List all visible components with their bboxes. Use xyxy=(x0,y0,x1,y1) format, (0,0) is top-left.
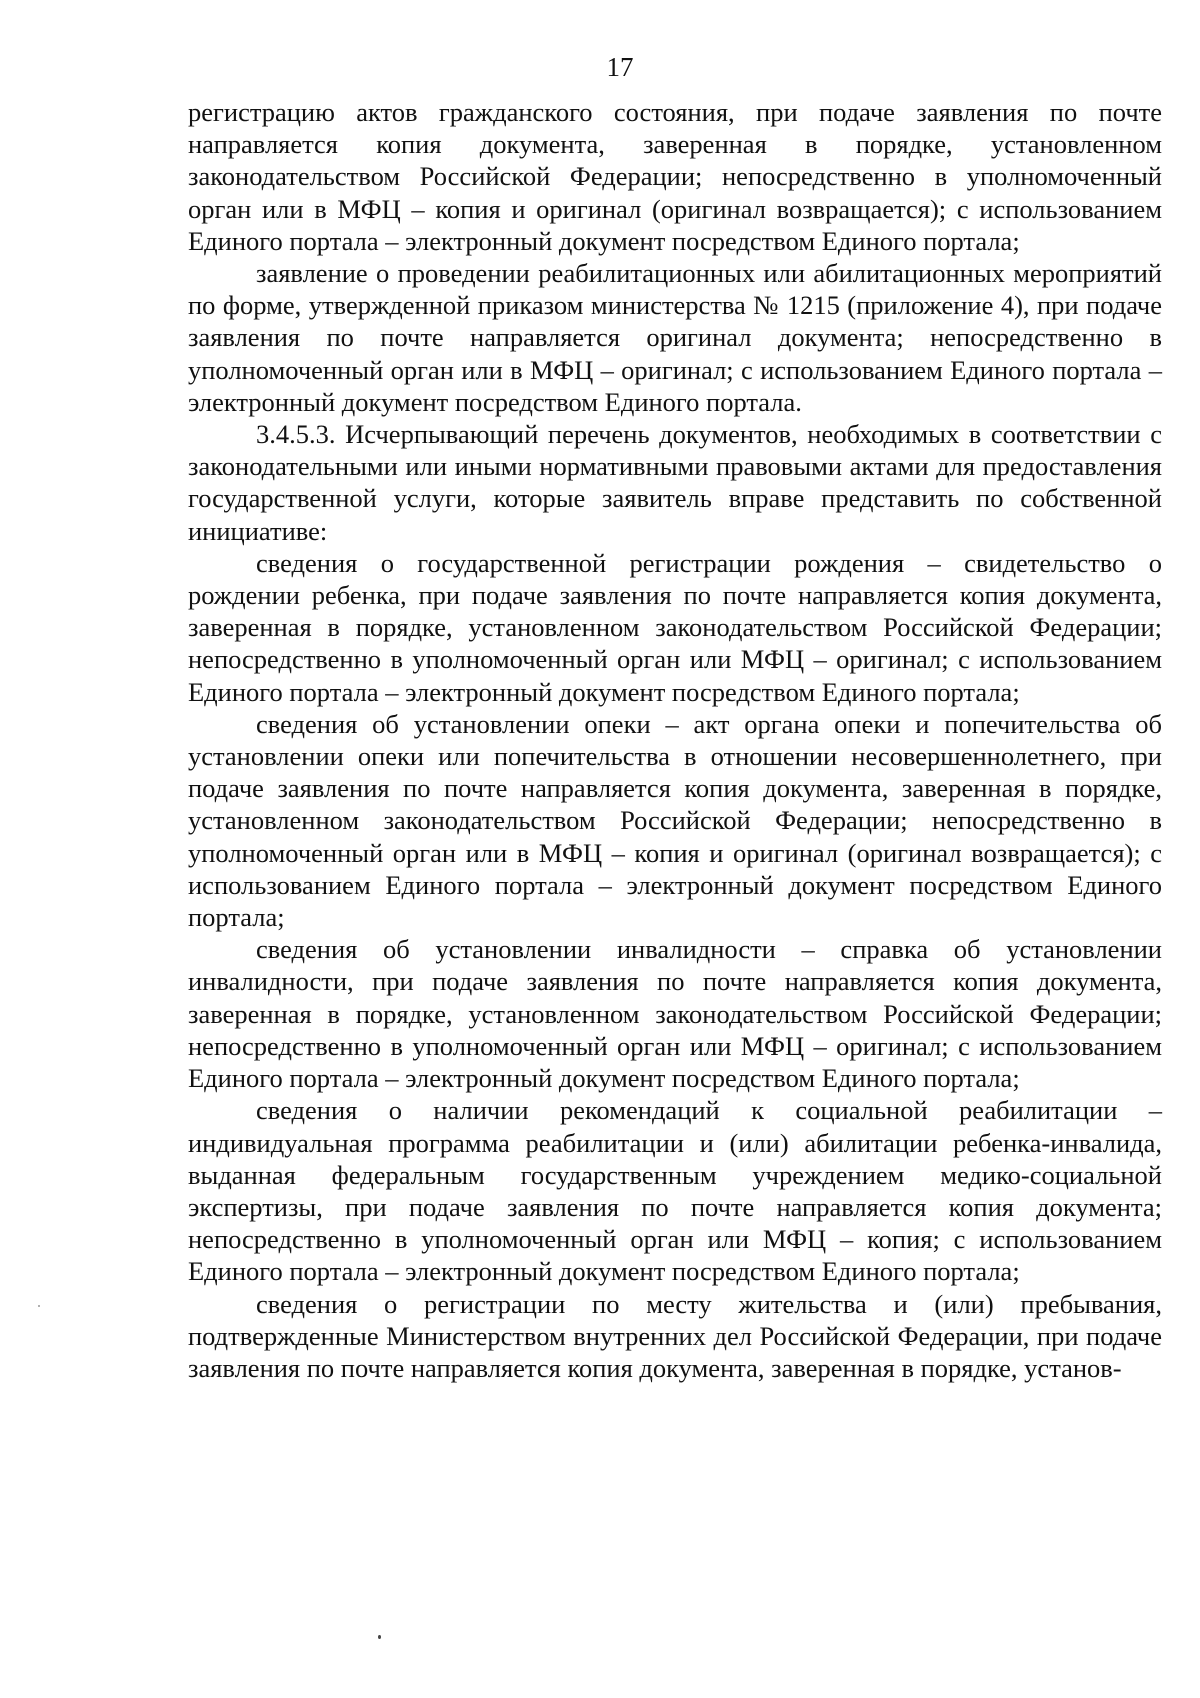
paragraph-1: регистрацию актов гражданского состояния, при подаче заявления по почте направляется копия документа, заверенная в порядке, установленном законодательством Российской Федерации; непосредственно в уполномоченный орган или в МФЦ – копия и оригинал (оригинал возвращается); с использованием Единого портала – электронный документ посредством Единого портала; xyxy=(188,97,1162,256)
paragraph-3: 3.4.5.3. Исчерпывающий перечень документов, необходимых в соответствии с законодательными или иными нормативными правовыми актами для предоставления государственной услуги, которые заявитель вправе представить по собственной инициативе: xyxy=(188,419,1162,546)
paragraph-8: сведения о регистрации по месту жительства и (или) пребывания, подтвержденные Министерством внутренних дел Российской Федерации, при подаче заявления по почте направляется копия документа, заверенная в порядке, установ- xyxy=(188,1288,1162,1383)
body-text xyxy=(188,96,1162,1384)
paragraph-4: сведения о государственной регистрации рождения – свидетельство о рождении ребенка, при подаче заявления по почте направляется копия документа, заверенная в порядке, установленном законодательством Российской Федерации; непосредственно в уполномоченный орган или МФЦ – оригинал; с использованием Единого портала – электронный документ посредством Единого портала; xyxy=(188,547,1162,707)
scan-speck xyxy=(38,1305,40,1307)
scan-speck xyxy=(378,1635,381,1639)
paragraph-2: заявление о проведении реабилитационных или абилитационных мероприятий по форме, утвержденной приказом министерства № 1215 (приложение 4), при подаче заявления по почте направляется оригинал документа; непосредственно в уполномоченный орган или в МФЦ – оригинал; с использованием Единого портала – электронный документ посредством Единого портала. xyxy=(188,258,1162,417)
paragraph-7: сведения о наличии рекомендаций к социальной реабилитации – индивидуальная программа реабилитации и (или) абилитации ребенка-инвалида, выданная федеральным государственным учреждением медико-социальной экспертизы, при подаче заявления по почте направляется копия документа; непосредственно в уполномоченный орган или МФЦ – копия; с использованием Единого портала – электронный документ посредством Единого портала; xyxy=(188,1095,1162,1287)
paragraph-5: сведения об установлении опеки – акт органа опеки и попечительства об установлении опеки или попечительства в отношении несовершеннолетнего, при подаче заявления по почте направляется копия документа, заверенная в порядке, установленном законодательством Российской Федерации; непосредственно в уполномоченный орган или в МФЦ – копия и оригинал (оригинал возвращается); с использованием Единого портала – электронный документ посредством Единого портала; xyxy=(188,708,1162,933)
page-number: 17 xyxy=(606,52,634,82)
paragraph-6: сведения об установлении инвалидности – справка об установлении инвалидности, при подаче заявления по почте направляется копия документа, заверенная в порядке, установленном законодательством Российской Федерации; непосредственно в уполномоченный орган или МФЦ – оригинал; с использованием Единого портала – электронный документ посредством Единого портала; xyxy=(188,934,1162,1094)
